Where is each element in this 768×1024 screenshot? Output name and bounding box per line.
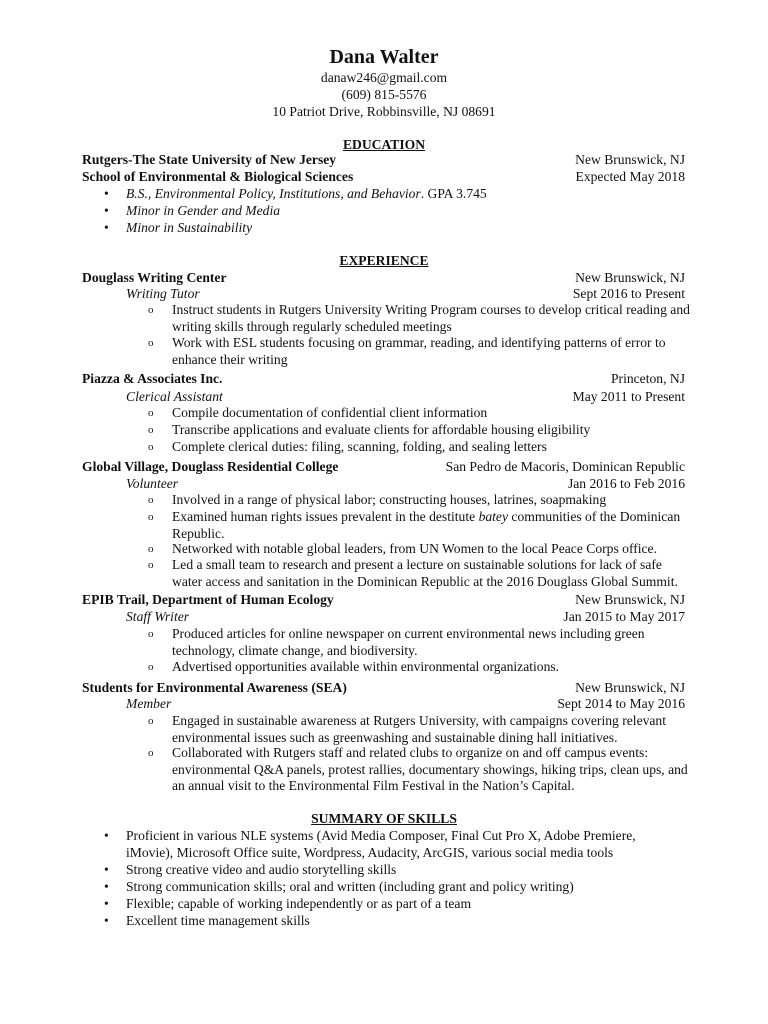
job-location: New Brunswick, NJ (575, 680, 685, 695)
job-role-row (126, 609, 685, 626)
job-bullet (148, 439, 692, 456)
skill-text: Excellent time management skills (126, 913, 310, 928)
bullet-text: Involved in a range of physical labor; constructing houses, latrines, soapmaking (172, 492, 607, 507)
bullet-marker: • (104, 220, 109, 235)
skill-text: Proficient in various NLE systems (Avid Media Composer, Final Cut Pro X, Adobe Premiere, iMovie), Microsoft Office suite, Wordpress, Audacity, ArcGIS, various social media tools (126, 828, 636, 860)
address: 10 Patriot Drive, Robbinsville, NJ 08691 (272, 104, 496, 119)
bullet-text: Produced articles for online newspaper on current environmental news including green technology, climate change, and biodiversity. (172, 626, 645, 658)
education-row-1 (82, 152, 685, 169)
job-row (82, 371, 685, 388)
job-bullet (148, 302, 692, 335)
job-role-row (126, 286, 685, 303)
candidate-name: Dana Walter (329, 46, 439, 68)
minor-item (104, 220, 686, 237)
skill-text: Strong creative video and audio storytelling skills (126, 862, 397, 877)
job-bullet (148, 335, 692, 368)
job-org: Global Village, Douglass Residential College (82, 459, 339, 474)
job-row (82, 459, 685, 476)
experience-heading: EXPERIENCE (339, 253, 429, 268)
job-role: Writing Tutor (126, 286, 200, 301)
job-bullet (148, 492, 692, 509)
job-role: Member (126, 696, 172, 711)
bullet-text-italic: batey (478, 509, 509, 524)
job-dates: Jan 2016 to Feb 2016 (567, 476, 685, 491)
job-bullet (148, 626, 692, 659)
job-org: Piazza & Associates Inc. (82, 371, 223, 386)
bullet-marker: • (104, 186, 109, 201)
job-role: Volunteer (126, 476, 179, 491)
sub-marker: o (148, 494, 154, 506)
sub-marker: o (148, 715, 154, 727)
job-org: EPIB Trail, Department of Human Ecology (82, 592, 334, 607)
sub-marker: o (148, 661, 154, 673)
job-org: Douglass Writing Center (82, 270, 227, 285)
skill-text: Flexible; capable of working independently or as part of a team (126, 896, 472, 911)
bullet-text: Engaged in sustainable awareness at Rutgers University, with campaigns covering relevant environmental issues such as greenwashing and sustainable dining hall initiatives. (172, 713, 667, 745)
job-dates: Sept 2016 to Present (572, 286, 685, 301)
phone: (609) 815-5576 (341, 87, 427, 102)
school-name: Rutgers-The State University of New Jersey (82, 152, 337, 167)
bullet-text: Work with ESL students focusing on grammar, reading, and identifying patterns of error to enhance their writing (172, 335, 666, 367)
sub-marker: o (148, 747, 154, 759)
bullet-text: Advertised opportunities available within environmental organizations. (172, 659, 560, 674)
job-bullet (148, 557, 692, 590)
sub-marker: o (148, 441, 154, 453)
bullet-text: Led a small team to research and present a lecture on sustainable solutions for lack of safe water access and sanitation in the Dominican Republic at the 2016 Douglass Global Summit. (172, 557, 678, 589)
job-row (82, 270, 685, 287)
job-bullet (148, 405, 692, 422)
job-bullet (148, 422, 692, 439)
sub-marker: o (148, 304, 154, 316)
bullet-marker: • (104, 203, 109, 218)
job-row (82, 592, 685, 609)
skill-item (104, 828, 686, 861)
job-dates: Jan 2015 to May 2017 (563, 609, 685, 624)
skill-item (104, 896, 686, 913)
job-location: San Pedro de Macoris, Dominican Republic (445, 459, 685, 474)
job-role-row (126, 476, 685, 493)
gpa: . GPA 3.745 (420, 186, 487, 201)
sub-marker: o (148, 559, 154, 571)
degree: B.S., Environmental Policy, Institutions, and Behavior (126, 186, 421, 201)
bullet-text: communities of the Dominican Republic. (172, 509, 681, 541)
sub-marker: o (148, 543, 154, 555)
job-role-row (126, 389, 685, 406)
sub-marker: o (148, 337, 154, 349)
job-bullet (148, 745, 692, 795)
sub-marker: o (148, 424, 154, 436)
minor-sustainability: Minor in Sustainability (126, 220, 253, 235)
skills-heading: SUMMARY OF SKILLS (311, 811, 457, 826)
bullet-text: Networked with notable global leaders, from UN Women to the local Peace Corps office. (172, 541, 657, 556)
job-dates: May 2011 to Present (572, 389, 685, 404)
job-role: Clerical Assistant (126, 389, 223, 404)
education-row-2 (82, 169, 685, 186)
bullet-text: Examined human rights issues prevalent in the destitute (172, 509, 476, 524)
minor-item (104, 203, 686, 220)
job-role-row (126, 696, 685, 713)
education-heading: EDUCATION (342, 137, 426, 152)
bullet-text: Transcribe applications and evaluate clients for affordable housing eligibility (172, 422, 591, 437)
job-location: Princeton, NJ (610, 371, 685, 386)
job-dates: Sept 2014 to May 2016 (557, 696, 685, 711)
bullet-marker: • (104, 862, 109, 877)
job-bullet (148, 713, 692, 746)
job-location: New Brunswick, NJ (575, 270, 685, 285)
job-row (82, 680, 685, 697)
bullet-text: Instruct students in Rutgers University Writing Program courses to develop critical reading and writing skills through regularly scheduled meetings (172, 302, 690, 334)
job-org: Students for Environmental Awareness (SEA) (82, 680, 347, 695)
bullet-text: Compile documentation of confidential client information (172, 405, 488, 420)
sub-marker: o (148, 407, 154, 419)
graduation-date: Expected May 2018 (575, 169, 685, 184)
email: danaw246@gmail.com (320, 70, 448, 85)
school-location: New Brunswick, NJ (575, 152, 685, 167)
bullet-marker: • (104, 879, 109, 894)
skill-item (104, 913, 686, 930)
sub-marker: o (148, 628, 154, 640)
job-location: New Brunswick, NJ (575, 592, 685, 607)
job-role: Staff Writer (126, 609, 190, 624)
sub-marker: o (148, 511, 154, 523)
job-bullet (148, 659, 692, 676)
bullet-marker: • (104, 896, 109, 911)
minor-gender-media: Minor in Gender and Media (126, 203, 281, 218)
college-name: School of Environmental & Biological Sciences (82, 169, 354, 184)
bullet-text: Collaborated with Rutgers staff and related clubs to organize on and off campus events: environmental Q&A panels, protest rallies, documentary showings, hiking trips, clean ups, and an annual visit to the Environmental Film Festival in the Nation’s Capital. (172, 745, 688, 794)
bullet-marker: • (104, 913, 109, 928)
skill-text: Strong communication skills; oral and written (including grant and policy writing) (126, 879, 574, 894)
degree-item (104, 186, 686, 203)
skill-item (104, 862, 686, 879)
skill-item (104, 879, 686, 896)
bullet-text: Complete clerical duties: filing, scanning, folding, and sealing letters (172, 439, 547, 454)
job-bullet (148, 509, 692, 542)
job-bullet (148, 541, 692, 558)
bullet-marker: • (104, 828, 109, 843)
